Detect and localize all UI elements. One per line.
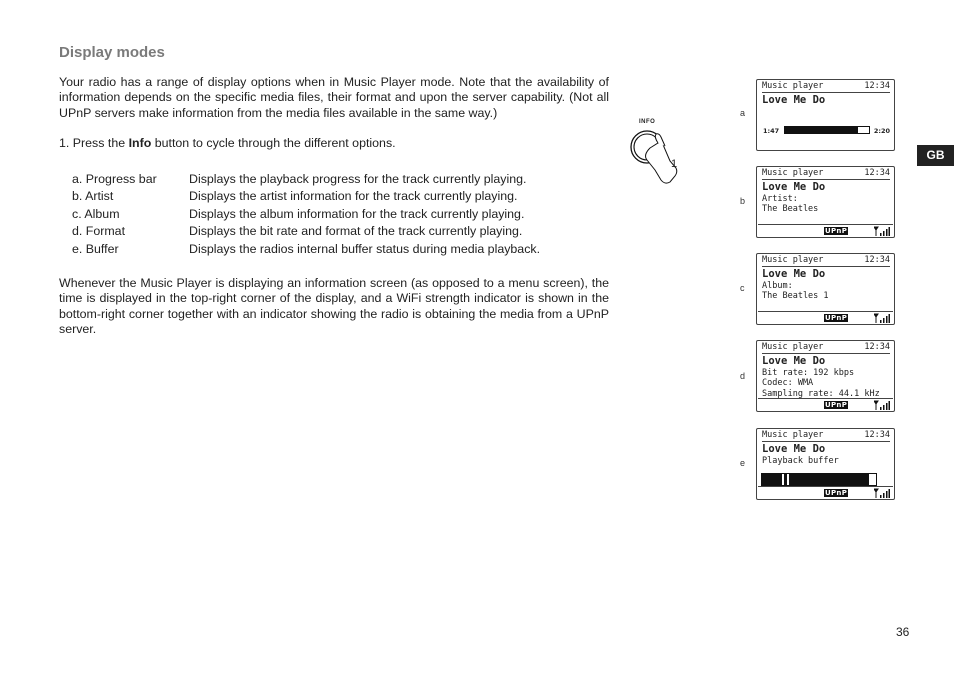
- progress-bar: [762, 124, 890, 136]
- buffer-bar: [761, 473, 877, 486]
- lcd-status-bar: [758, 398, 893, 411]
- upnp-indicator: UPnP: [825, 227, 848, 235]
- track-title: Love Me Do: [762, 443, 826, 455]
- info-line: Codec: WMA: [762, 378, 814, 388]
- step-instruction: [59, 136, 609, 151]
- upnp-indicator: UPnP: [825, 489, 848, 497]
- screen-letter: a: [740, 108, 746, 118]
- upnp-indicator: UPnP: [825, 314, 848, 322]
- lcd-header: [762, 168, 890, 180]
- page-heading: Display modes: [59, 44, 165, 61]
- option-description: Displays the playback progress for the track currently playing.: [189, 172, 527, 186]
- mode-label: Music player: [762, 81, 824, 91]
- lcd-status-bar: [758, 311, 893, 324]
- lcd-screen-progress: [756, 79, 895, 151]
- screen-letter: b: [740, 196, 746, 206]
- track-title: Love Me Do: [762, 94, 826, 106]
- info-line: Sampling rate: 44.1 kHz: [762, 389, 880, 399]
- buffer-gap: [782, 474, 784, 485]
- progress-track: [784, 126, 870, 134]
- screen-letter: e: [740, 458, 746, 468]
- info-line: Bit rate: 192 kbps: [762, 368, 855, 378]
- wifi-signal-icon: [874, 400, 890, 410]
- info-knob-illustration: [628, 118, 704, 190]
- lcd-screen-album: [756, 253, 895, 325]
- info-line: The Beatles 1: [762, 291, 829, 301]
- buffer-fill: [762, 474, 869, 485]
- clock: 12:34: [864, 168, 890, 178]
- wifi-signal-icon: [874, 488, 890, 498]
- step-number: 1: [671, 158, 678, 170]
- option-label: c. Album: [72, 206, 120, 221]
- option-description: Displays the album information for the track currently playing.: [189, 206, 525, 221]
- lcd-header: [762, 342, 890, 354]
- lcd-header: [762, 255, 890, 267]
- option-label: e. Buffer: [72, 241, 119, 256]
- step-prefix: 1. Press the: [59, 136, 129, 150]
- info-line: The Beatles: [762, 204, 819, 214]
- elapsed-time: 1:47: [763, 127, 780, 135]
- lcd-screen-buffer: [756, 428, 895, 500]
- info-line: Artist:: [762, 194, 798, 204]
- lcd-screen-format: [756, 340, 895, 412]
- closing-paragraph: Whenever the Music Player is displaying an information screen (as opposed to a menu screen), the time is displayed in the top-right corner of the display, and a WiFi strength indicator is shown in the bottom-right corner together with an indicator showing the radio is obtaining the media from a UPnP server.: [59, 276, 609, 336]
- step-suffix: button to cycle through the different options.: [151, 136, 396, 150]
- lcd-header: [762, 430, 890, 442]
- clock: 12:34: [864, 255, 890, 265]
- option-label: a. Progress bar: [72, 172, 157, 186]
- lcd-status-bar: [758, 224, 893, 237]
- info-line: Album:: [762, 281, 793, 291]
- option-label: b. Artist: [72, 189, 114, 204]
- page-number: 36: [896, 625, 910, 639]
- option-label: d. Format: [72, 224, 126, 239]
- clock: 12:34: [864, 342, 890, 352]
- lcd-screen-artist: [756, 166, 895, 238]
- mode-label: Music player: [762, 342, 824, 352]
- intro-paragraph: Your radio has a range of display options when in Music Player mode. Note that the availability of information depends on the specific media files, their format and upon the server capability. (Not all UPnP servers make information from the media files available in the same way.): [59, 75, 609, 120]
- screen-letter: c: [740, 283, 745, 293]
- screen-letter: d: [740, 371, 746, 381]
- info-keyword: Info: [128, 136, 152, 150]
- lcd-header: [762, 81, 890, 93]
- clock: 12:34: [864, 81, 890, 91]
- lcd-status-bar: [758, 486, 893, 499]
- info-button-label: INFO: [639, 119, 656, 125]
- buffer-gap: [787, 474, 789, 485]
- upnp-indicator: UPnP: [825, 401, 848, 409]
- info-line: Playback buffer: [762, 456, 839, 466]
- mode-label: Music player: [762, 255, 824, 265]
- option-description: Displays the radios internal buffer status during media playback.: [189, 241, 541, 256]
- option-description: Displays the artist information for the track currently playing.: [189, 189, 518, 204]
- track-title: Love Me Do: [762, 268, 826, 280]
- wifi-signal-icon: [874, 226, 890, 236]
- track-title: Love Me Do: [762, 355, 826, 367]
- language-tab: GB: [917, 145, 954, 166]
- wifi-signal-icon: [874, 313, 890, 323]
- mode-label: Music player: [762, 430, 824, 440]
- progress-fill: [785, 127, 858, 133]
- track-title: Love Me Do: [762, 181, 826, 193]
- clock: 12:34: [864, 430, 890, 440]
- mode-label: Music player: [762, 168, 824, 178]
- total-time: 2:20: [873, 127, 890, 135]
- option-description: Displays the bit rate and format of the track currently playing.: [189, 224, 523, 239]
